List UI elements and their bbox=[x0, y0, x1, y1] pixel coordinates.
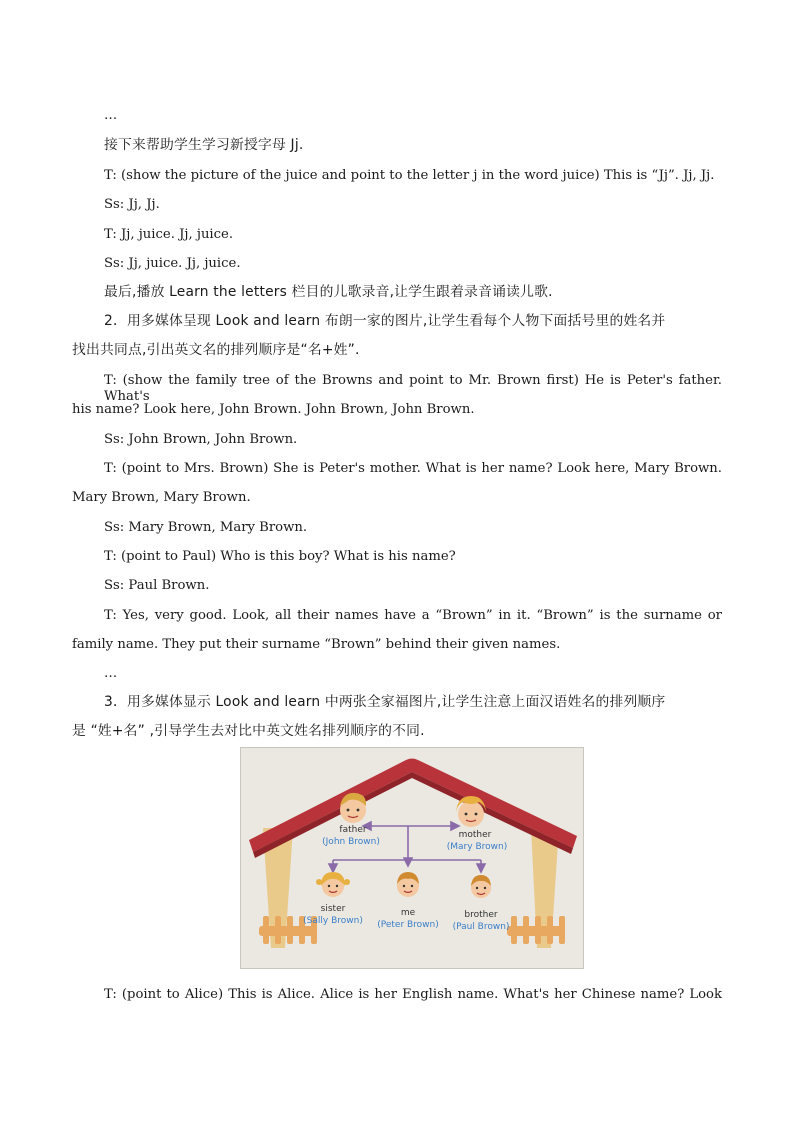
step-3-heading: 3．用多媒体显示 Look and learn 中两张全家福图片,让学生注意上面汉语姓名的排列顺序 bbox=[104, 694, 666, 710]
paragraph-chant: 最后,播放 Learn the letters 栏目的儿歌录音,让学生跟着录音诵读儿歌. bbox=[104, 284, 553, 300]
label-me-name: (Peter Brown) bbox=[377, 920, 439, 930]
dialogue-teacher-5: T: (point to Paul) Who is this boy? What is his name? bbox=[104, 549, 456, 564]
step-3-continued: 是 “姓+名” ,引导学生去对比中英文姓名排列顺序的不同. bbox=[72, 723, 425, 739]
dialogue-students-4: Ss: Mary Brown, Mary Brown. bbox=[104, 520, 308, 535]
label-father: father bbox=[339, 825, 367, 835]
brother-figure bbox=[471, 875, 491, 898]
me-figure bbox=[397, 872, 419, 897]
dialogue-students-5: Ss: Paul Brown. bbox=[104, 578, 210, 593]
label-me: me bbox=[400, 908, 416, 918]
ellipsis-2: … bbox=[104, 666, 118, 681]
label-mother: mother bbox=[458, 830, 492, 840]
dialogue-teacher-4: T: (point to Mrs. Brown) She is Peter's mother. What is her name? Look here, Mary Brown. bbox=[104, 461, 722, 476]
label-brother: brother bbox=[464, 910, 498, 920]
dialogue-students-1: Ss: Jj, Jj. bbox=[104, 197, 160, 212]
dialogue-teacher-6: T: Yes, very good. Look, all their names have a “Brown” in it. “Brown” is the surname or bbox=[104, 608, 722, 623]
step-2-heading: 2．用多媒体呈现 Look and learn 布朗一家的图片,让学生看每个人物下面括号里的姓名并 bbox=[104, 313, 666, 329]
ellipsis-1: … bbox=[104, 108, 118, 123]
dialogue-students-3: Ss: John Brown, John Brown. bbox=[104, 432, 298, 447]
family-tree-illustration bbox=[241, 748, 583, 968]
dialogue-teacher-4-continued: Mary Brown, Mary Brown. bbox=[72, 490, 251, 505]
dialogue-teacher-2: T: Jj, juice. Jj, juice. bbox=[104, 227, 234, 242]
dialogue-teacher-7: T: (point to Alice) This is Alice. Alice is her English name. What's her Chinese name? Look bbox=[104, 987, 722, 1002]
dialogue-teacher-3-continued: his name? Look here, John Brown. John Brown, John Brown. bbox=[72, 402, 475, 417]
dialogue-teacher-1: T: (show the picture of the juice and point to the letter j in the word juice) This is “Jj”. Jj, Jj. bbox=[104, 168, 715, 183]
label-sister-name: (Sally Brown) bbox=[303, 916, 363, 926]
dialogue-students-2: Ss: Jj, juice. Jj, juice. bbox=[104, 256, 241, 271]
label-father-name: (John Brown) bbox=[322, 837, 380, 847]
label-mother-name: (Mary Brown) bbox=[446, 842, 508, 852]
label-brother-name: (Paul Brown) bbox=[452, 922, 510, 932]
paragraph-new-letter: 接下来帮助学生学习新授字母 Jj. bbox=[104, 137, 304, 153]
family-tree-picture bbox=[240, 747, 584, 969]
label-sister: sister bbox=[320, 904, 346, 914]
father-figure bbox=[340, 793, 366, 823]
dialogue-teacher-3: T: (show the family tree of the Browns and point to Mr. Brown first) He is Peter's father. What's bbox=[104, 373, 722, 404]
dialogue-teacher-6-continued: family name. They put their surname “Brown” behind their given names. bbox=[72, 637, 561, 652]
step-2-continued: 找出共同点,引出英文名的排列顺序是“名+姓”. bbox=[72, 342, 360, 358]
